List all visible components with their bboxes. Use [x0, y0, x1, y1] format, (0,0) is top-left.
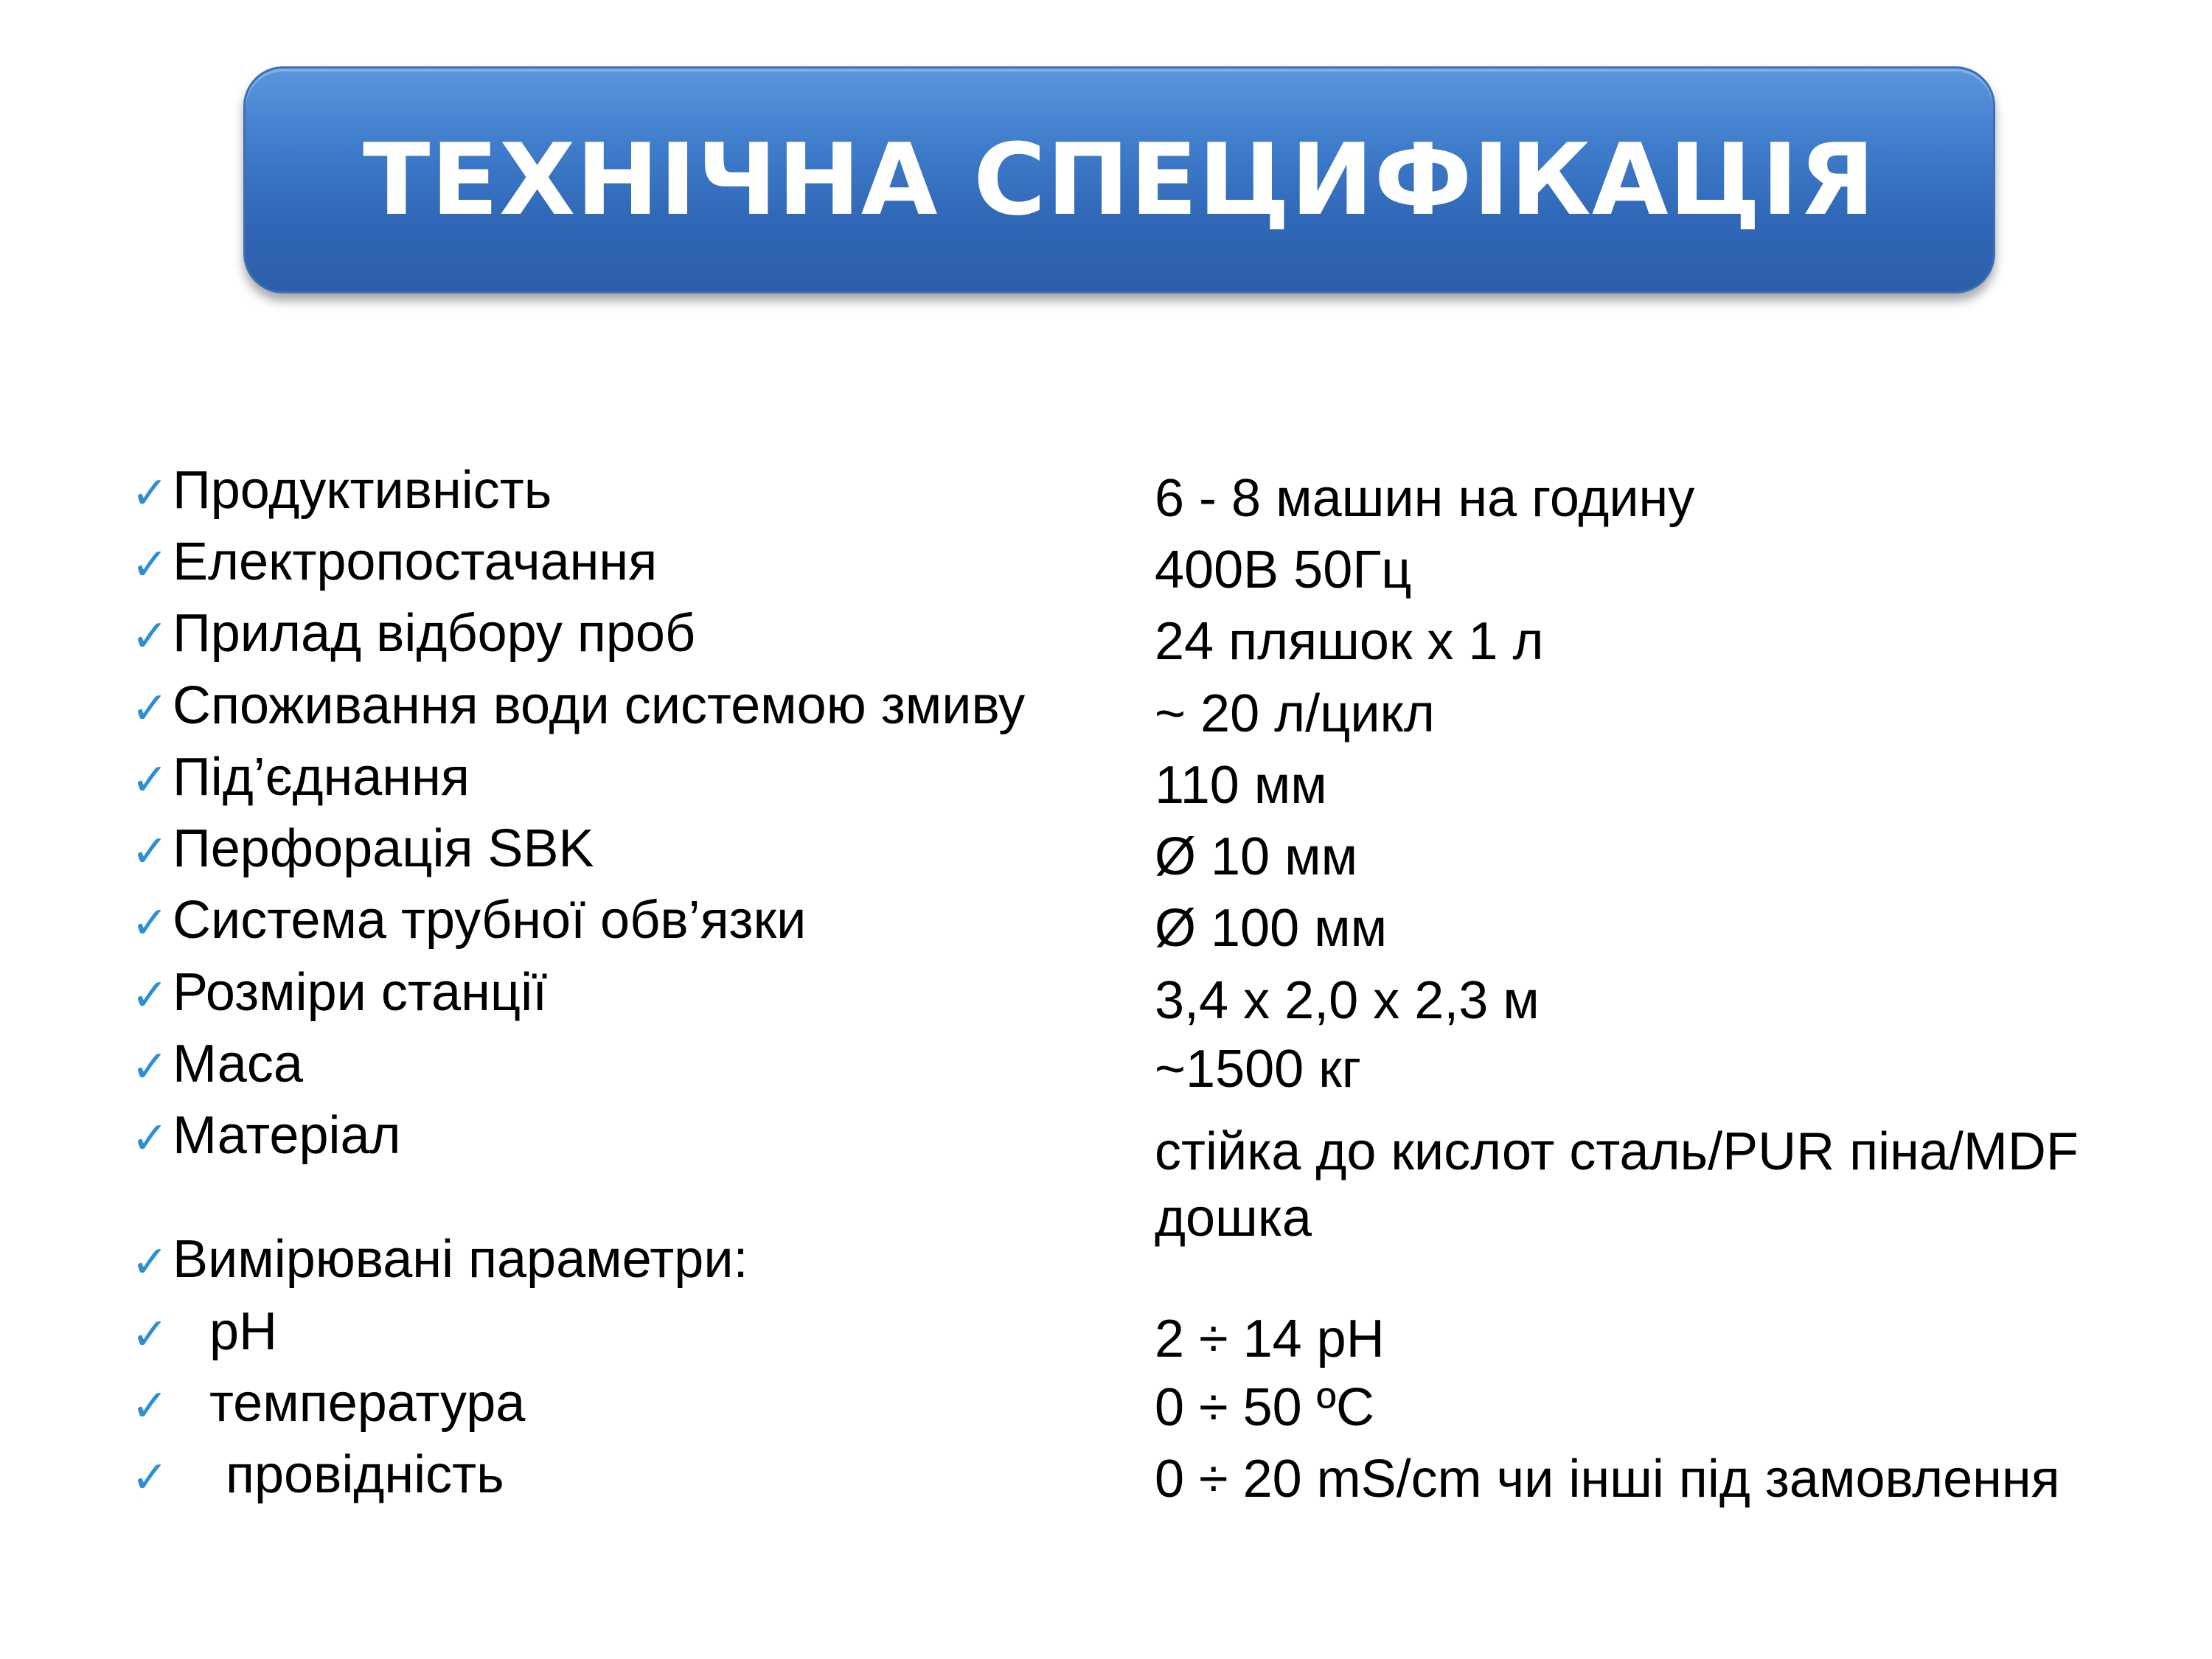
check-icon: ✓ [131, 826, 169, 877]
measured-label: pH [209, 1302, 278, 1361]
check-icon: ✓ [131, 754, 169, 806]
check-icon: ✓ [131, 897, 169, 949]
spec-label: Розміри станції [173, 963, 548, 1022]
spec-label: Матеріал [173, 1106, 401, 1165]
measured-heading-label: Вимірювані параметри: [173, 1230, 748, 1289]
page-title: ТЕХНІЧНА СПЕЦИФІКАЦІЯ [363, 122, 1876, 237]
spec-value: 400В 50Гц [1155, 540, 1412, 599]
measured-label: температура [209, 1374, 526, 1433]
spec-label: Маса [173, 1034, 303, 1093]
spec-value: Ø 10 мм [1155, 827, 1358, 886]
spec-label: Під’єднання [173, 748, 470, 807]
check-icon: ✓ [131, 1380, 169, 1432]
spec-label: Електропостачання [173, 532, 658, 591]
measured-label: провідність [226, 1445, 504, 1504]
measured-value: 0 ÷ 20 mS/cm чи інші під замовлення [1155, 1450, 2060, 1509]
spec-label: Продуктивність [173, 461, 552, 520]
check-icon: ✓ [131, 683, 169, 734]
spec-value: 24 пляшок х 1 л [1155, 612, 1544, 671]
spec-label: Споживання води системою змиву [173, 676, 1026, 735]
spec-value-continued: дошка [1155, 1189, 1312, 1248]
spec-label: Система трубної обв’язки [173, 891, 807, 950]
spec-value: Ø 100 мм [1155, 899, 1388, 958]
spec-value: ~ 20 л/цикл [1155, 684, 1435, 743]
spec-value: 6 - 8 машин на годину [1155, 469, 1695, 528]
check-icon: ✓ [131, 970, 169, 1021]
check-icon: ✓ [131, 611, 169, 662]
check-icon: ✓ [131, 1237, 169, 1288]
check-icon: ✓ [131, 1113, 169, 1164]
spec-label: Прилад відбору проб [173, 604, 696, 663]
check-icon: ✓ [131, 539, 169, 591]
check-icon: ✓ [131, 467, 169, 519]
check-icon: ✓ [131, 1309, 169, 1360]
spec-label: Перфорація SBK [173, 819, 594, 878]
title-banner [243, 66, 1995, 293]
check-icon: ✓ [131, 1452, 169, 1503]
measured-value: 0 ÷ 50 ºC [1155, 1378, 1374, 1437]
spec-value: 110 мм [1155, 756, 1327, 815]
measured-value: 2 ÷ 14 pH [1155, 1310, 1385, 1368]
spec-value: стійка до кислот сталь/PUR піна/MDF [1155, 1122, 2079, 1181]
spec-value: ~1500 кг [1155, 1040, 1361, 1099]
check-icon: ✓ [131, 1041, 169, 1093]
spec-value: 3,4 х 2,0 х 2,3 м [1155, 971, 1540, 1030]
